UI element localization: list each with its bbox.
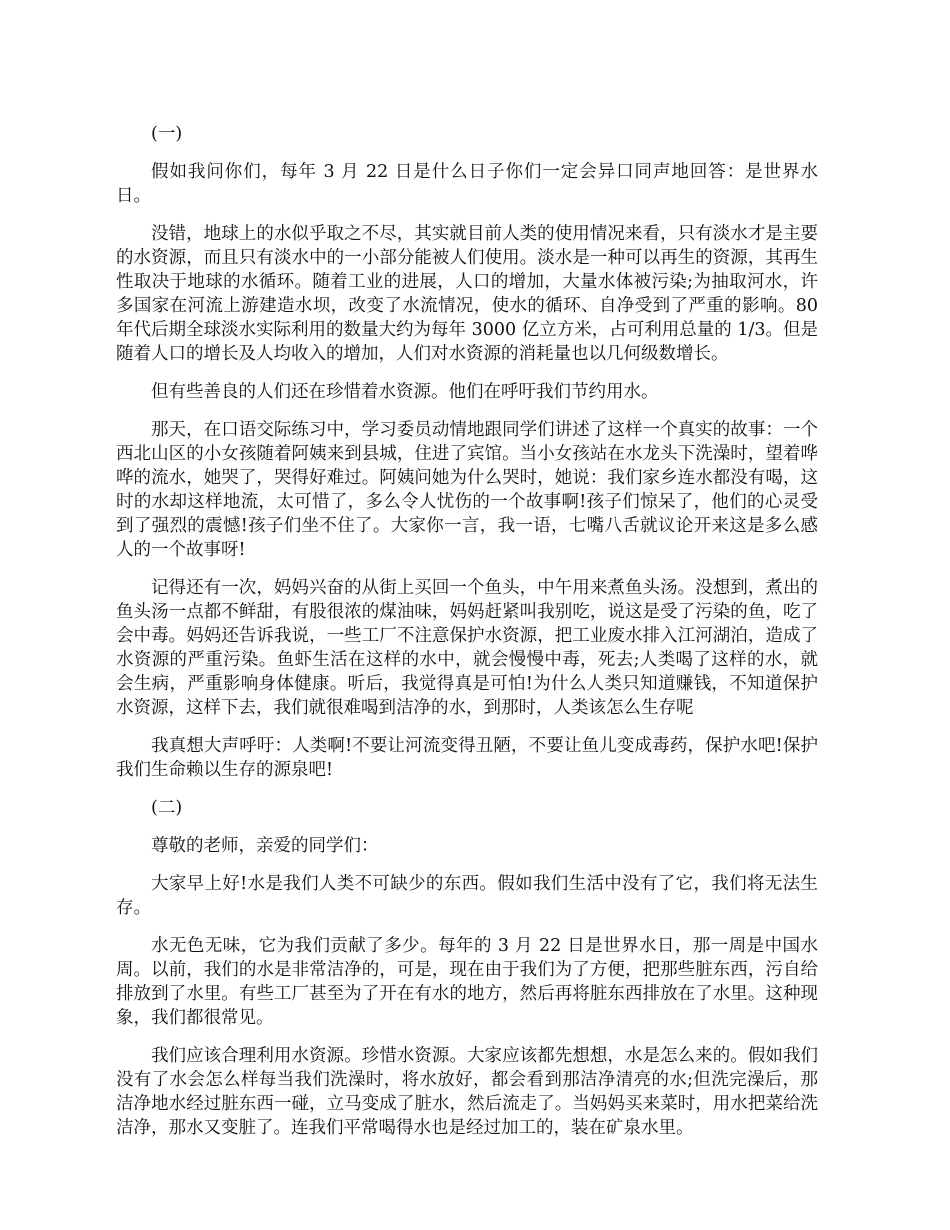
document-body <box>116 122 818 1154</box>
salutation: 尊敬的老师，亲爱的同学们： <box>151 836 379 856</box>
paragraph: 但有些善良的人们还在珍惜着水资源。他们在呼吁我们节约用水。 <box>151 382 659 402</box>
paragraph: 大家早上好!水是我们人类不可缺少的东西。假如我们生活中没有了它，我们将无法生存。 <box>116 874 818 918</box>
section-heading-2: (二) <box>151 798 183 818</box>
paragraph: 我们应该合理利用水资源。珍惜水资源。大家应该都先想想，水是怎么来的。假如我们没有了水会怎么样每当我们洗澡时，将水放好，都会看到那洁净清亮的水;但洗完澡后，那洁净地水经过脏东西一碰，立马变成了脏水，然后流走了。当妈妈买来菜时，用水把菜给洗洁净，那水又变脏了。连我们平常喝得水也是经过加工的，装在矿泉水里。 <box>116 1046 818 1138</box>
paragraph: 记得还有一次，妈妈兴奋的从街上买回一个鱼头，中午用来煮鱼头汤。没想到，煮出的鱼头汤一点都不鲜甜，有股很浓的煤油味，妈妈赶紧叫我别吃，说这是受了污染的鱼，吃了会中毒。妈妈还告诉我说，一些工厂不注意保护水资源，把工业废水排入江河湖泊，造成了水资源的严重污染。鱼虾生活在这样的水中，就会慢慢中毒，死去;人类喝了这样的水，就会生病，严重影响身体健康。听后，我觉得真是可怕!为什么人类只知道赚钱，不知道保护水资源，这样下去，我们就很难喝到洁净的水，到那时，人类该怎么生存呢 <box>116 578 818 718</box>
paragraph: 我真想大声呼吁：人类啊!不要让河流变得丑陋，不要让鱼儿变成毒药，保护水吧!保护我们生命赖以生存的源泉吧! <box>116 736 818 780</box>
paragraph: 水无色无味，它为我们贡献了多少。每年的 3 月 22 日是世界水日，那一周是中国水周。以前，我们的水是非常洁净的，可是，现在由于我们为了方便，把那些脏东西，污自给排放到了水里。有些工厂甚至为了开在有水的地方，然后再将脏东西排放在了水里。这种现象，我们都很常见。 <box>116 936 818 1028</box>
paragraph: 假如我问你们，每年 3 月 22 日是什么日子你们一定会异口同声地回答：是世界水日。 <box>116 162 818 206</box>
paragraph: 没错，地球上的水似乎取之不尽，其实就目前人类的使用情况来看，只有淡水才是主要的水资源，而且只有淡水中的一小部分能被人们使用。淡水是一种可以再生的资源，其再生性取决于地球的水循环。随着工业的进展，人口的增加，大量水体被污染;为抽取河水，许多国家在河流上游建造水坝，改变了水流情况，使水的循环、自净受到了严重的影响。80 年代后期全球淡水实际利用的数量大约为每年 3000 亿立方米，占可利用总量的 1/3。但是随着人口的增长及人均收入的增加，人们对水资源的消耗量也以几何级数增长。 <box>116 224 818 364</box>
paragraph: 那天，在口语交际练习中，学习委员动情地跟同学们讲述了这样一个真实的故事：一个西北山区的小女孩随着阿姨来到县城，住进了宾馆。当小女孩站在水龙头下洗澡时，望着哗哗的流水，她哭了，哭得好难过。阿姨问她为什么哭时，她说：我们家乡连水都没有喝，这时的水却这样地流，太可惜了，多么令人忧伤的一个故事啊!孩子们惊呆了，他们的心灵受到了强烈的震憾!孩子们坐不住了。大家你一言，我一语，七嘴八舌就议论开来这是多么感人的一个故事呀! <box>116 420 818 560</box>
section-heading-1: (一) <box>151 124 183 144</box>
